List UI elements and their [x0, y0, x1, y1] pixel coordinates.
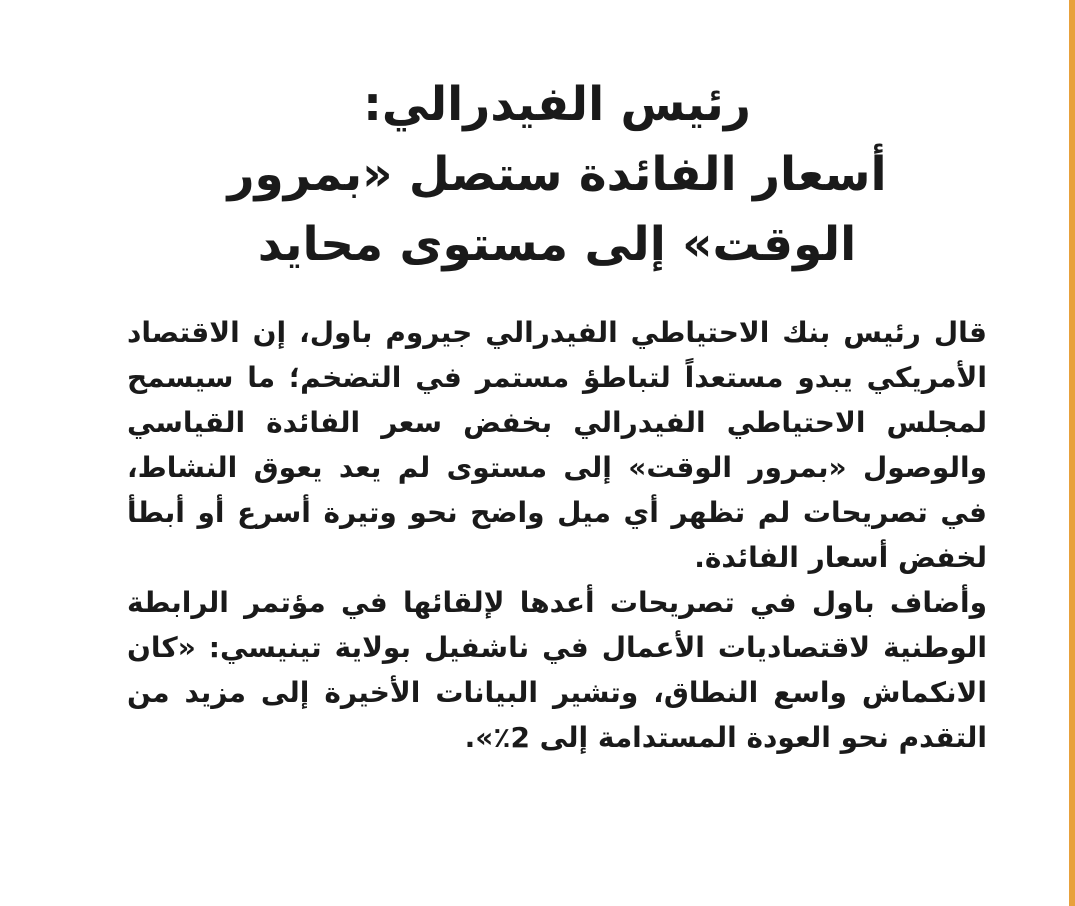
headline-line-2: أسعار الفائدة ستصل «بمرور	[227, 147, 887, 202]
headline	[127, 70, 987, 280]
headline-line-1: رئيس الفيدرالي:	[363, 77, 751, 132]
accent-rule	[1069, 0, 1075, 906]
body-paragraph-1: قال رئيس بنك الاحتياطي الفيدرالي جيروم باول، إن الاقتصاد الأمريكي يبدو مستعداً لتباطؤ مستمر في التضخم؛ ما سيسمح لمجلس الاحتياطي الفيدرالي بخفض سعر الفائدة القياسي والوصول «بمرور الوقت» إلى مستوى لم يعد يعوق النشاط، في تصريحات لم تظهر أي ميل واضح نحو وتيرة أسرع أو أبطأ لخفض أسعار الفائدة.	[127, 316, 987, 574]
headline-line-3: الوقت» إلى مستوى محايد	[257, 217, 857, 272]
body-paragraph-2: وأضاف باول في تصريحات أعدها لإلقائها في مؤتمر الرابطة الوطنية لاقتصاديات الأعمال في ناشفيل بولاية تينيسي: «كان الانكماش واسع النطاق، وتشير البيانات الأخيرة إلى مزيد من التقدم نحو العودة المستدامة إلى 2٪».	[127, 586, 987, 754]
article	[127, 70, 987, 760]
